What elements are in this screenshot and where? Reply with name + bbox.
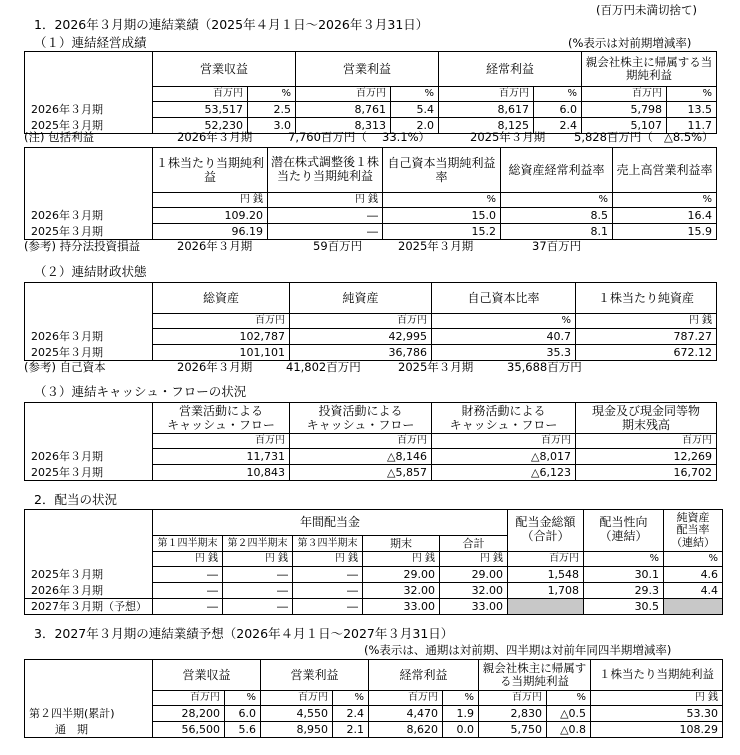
table-row bbox=[25, 465, 717, 481]
table-cell: △8,146 bbox=[290, 449, 432, 465]
table-cell: 8,617 bbox=[439, 102, 534, 118]
table-cell: 6.0 bbox=[225, 706, 261, 722]
unit-cell: % bbox=[383, 193, 501, 208]
header-fc-operating-profit: 営業利益 bbox=[261, 660, 369, 691]
table-cell: 2.4 bbox=[333, 706, 369, 722]
table-cell: 33.00 bbox=[363, 599, 440, 615]
table-cell: 29.00 bbox=[363, 567, 440, 583]
unit-cell: 円 銭 bbox=[293, 552, 363, 567]
table-corner bbox=[25, 660, 153, 691]
header-q1: 第１四半期末 bbox=[153, 536, 223, 552]
table-corner bbox=[25, 283, 153, 314]
table-cell: 4.6 bbox=[664, 567, 723, 583]
table-cell: 42,995 bbox=[290, 329, 432, 345]
header-fc-eps: １株当たり当期純利益 bbox=[591, 660, 723, 691]
unit-cell: 百万円 bbox=[582, 87, 667, 102]
table-cell: 1,708 bbox=[508, 583, 584, 599]
table-cell: 2.4 bbox=[534, 118, 582, 134]
table-cell: 8,620 bbox=[369, 722, 443, 738]
section-3-title: 3．2027年３月期の連結業績予想（2026年４月１日～2027年３月31日） bbox=[34, 626, 454, 641]
equity-method-label: (参考) 持分法投資損益 bbox=[24, 239, 141, 253]
table-cell: 53.30 bbox=[591, 706, 723, 722]
table-cell: ― bbox=[153, 567, 223, 583]
unit-cell: 円 銭 bbox=[268, 193, 383, 208]
operating-results-table bbox=[24, 51, 717, 134]
section-1-1-title: （１）連結経営成績 bbox=[34, 35, 147, 50]
table-cell: 8,950 bbox=[261, 722, 333, 738]
table-cell: 52,230 bbox=[153, 118, 248, 134]
row-label: 2026年３月期 bbox=[25, 208, 153, 224]
table-cell: 5.4 bbox=[391, 102, 439, 118]
table-cell-blank bbox=[508, 599, 584, 615]
header-operating-margin: 売上高営業利益率 bbox=[613, 148, 717, 193]
header-annual-dividend: 年間配当金 bbox=[153, 510, 508, 536]
table-cell: ― bbox=[268, 224, 383, 240]
table-cell: ― bbox=[293, 583, 363, 599]
equity-method-period-2: 2025年３月期 bbox=[398, 239, 474, 253]
row-label: 第２四半期(累計) bbox=[25, 706, 153, 722]
section-1-1-note: (%表示は対前期増減率) bbox=[568, 36, 692, 50]
header-q2: 第２四半期末 bbox=[223, 536, 293, 552]
table-cell: 8,125 bbox=[439, 118, 534, 134]
unit-cell: 百万円 bbox=[153, 434, 290, 449]
equity-method-period-1: 2026年３月期 bbox=[177, 239, 253, 253]
table-cell: 29.00 bbox=[440, 567, 508, 583]
unit-cell: 百万円 bbox=[369, 691, 443, 706]
table-row bbox=[25, 449, 717, 465]
unit-cell: 百万円 bbox=[439, 87, 534, 102]
header-dividend-to-net-assets: 純資産 配当率 （連結） bbox=[664, 510, 723, 552]
table-cell: 30.1 bbox=[584, 567, 664, 583]
table-cell: 102,787 bbox=[153, 329, 290, 345]
unit-cell: % bbox=[667, 87, 717, 102]
table-cell: △6,123 bbox=[432, 465, 576, 481]
table-cell: 0.0 bbox=[443, 722, 479, 738]
header-fc-net-income: 親会社株主に帰属する当期純利益 bbox=[479, 660, 591, 691]
header-investing-cf: 投資活動による キャッシュ・フロー bbox=[290, 403, 432, 434]
table-cell: 56,500 bbox=[153, 722, 225, 738]
header-fc-operating-revenue: 営業収益 bbox=[153, 660, 261, 691]
table-cell: 33.00 bbox=[440, 599, 508, 615]
table-cell: 2,830 bbox=[479, 706, 547, 722]
table-cell: 2.1 bbox=[333, 722, 369, 738]
table-cell: 96.19 bbox=[153, 224, 268, 240]
table-cell: 11.7 bbox=[667, 118, 717, 134]
header-ordinary-profit: 経常利益 bbox=[439, 52, 582, 87]
table-row bbox=[25, 329, 717, 345]
equity-method-value-1: 59百万円 bbox=[313, 239, 363, 253]
table-cell: 5,107 bbox=[582, 118, 667, 134]
comp-income-period-2: 2025年３月期 bbox=[470, 130, 546, 144]
own-capital-value-2: 35,688百万円 bbox=[507, 360, 582, 374]
header-total-assets: 総資産 bbox=[153, 283, 290, 314]
section-1-title: 1．2026年３月期の連結業績（2025年４月１日～2026年３月31日） bbox=[34, 17, 429, 32]
table-cell: 1,548 bbox=[508, 567, 584, 583]
unit-cell: % bbox=[225, 691, 261, 706]
table-cell: 30.5 bbox=[584, 599, 664, 615]
header-total: 合計 bbox=[440, 536, 508, 552]
table-corner bbox=[25, 510, 153, 536]
table-cell: 2.0 bbox=[391, 118, 439, 134]
unit-cell: 百万円 bbox=[576, 434, 717, 449]
table-cell: 8,761 bbox=[296, 102, 391, 118]
unit-note: (百万円未満切捨て) bbox=[596, 3, 697, 17]
own-capital-period-1: 2026年３月期 bbox=[177, 360, 253, 374]
table-cell: ― bbox=[268, 208, 383, 224]
header-roe: 自己資本当期純利益率 bbox=[383, 148, 501, 193]
comp-income-label: (注) 包括利益 bbox=[24, 130, 95, 144]
table-cell: ― bbox=[293, 567, 363, 583]
header-fc-ordinary-profit: 経常利益 bbox=[369, 660, 479, 691]
table-cell: ― bbox=[153, 599, 223, 615]
table-cell: 3.0 bbox=[248, 118, 296, 134]
table-cell: 5,750 bbox=[479, 722, 547, 738]
unit-cell: 百万円 bbox=[153, 314, 290, 329]
section-2-title: 2．配当の状況 bbox=[34, 492, 117, 507]
table-row bbox=[25, 583, 723, 599]
row-label: 2026年３月期 bbox=[25, 449, 153, 465]
unit-cell: 百万円 bbox=[508, 552, 584, 567]
unit-cell: % bbox=[432, 314, 576, 329]
section-1-2-title: （２）連結財政状態 bbox=[34, 264, 147, 279]
header-roa: 総資産経常利益率 bbox=[501, 148, 613, 193]
table-cell: 672.12 bbox=[576, 345, 717, 361]
table-cell-blank bbox=[664, 599, 723, 615]
unit-cell: 百万円 bbox=[153, 87, 248, 102]
table-cell: 5,798 bbox=[582, 102, 667, 118]
table-row bbox=[25, 102, 717, 118]
unit-cell: 百万円 bbox=[296, 87, 391, 102]
equity-method-value-2: 37百万円 bbox=[532, 239, 582, 253]
financial-position-table bbox=[24, 282, 717, 361]
table-row bbox=[25, 722, 723, 738]
table-cell: 36,786 bbox=[290, 345, 432, 361]
row-label: 2025年３月期 bbox=[25, 345, 153, 361]
table-cell: 101,101 bbox=[153, 345, 290, 361]
unit-cell: 百万円 bbox=[290, 434, 432, 449]
table-cell: ― bbox=[223, 599, 293, 615]
unit-cell: % bbox=[584, 552, 664, 567]
unit-cell: 百万円 bbox=[290, 314, 432, 329]
table-cell: 12,269 bbox=[576, 449, 717, 465]
comp-income-value-1: 7,760百万円（ bbox=[288, 130, 367, 144]
unit-cell: % bbox=[248, 87, 296, 102]
row-label: 2025年３月期 bbox=[25, 224, 153, 240]
table-cell: ― bbox=[223, 567, 293, 583]
header-net-assets: 純資産 bbox=[290, 283, 432, 314]
header-operating-revenue: 営業収益 bbox=[153, 52, 296, 87]
unit-cell: % bbox=[664, 552, 723, 567]
own-capital-period-2: 2025年３月期 bbox=[398, 360, 474, 374]
unit-cell: % bbox=[501, 193, 613, 208]
unit-cell: % bbox=[613, 193, 717, 208]
table-cell: 8.5 bbox=[501, 208, 613, 224]
row-label: 2026年３月期 bbox=[25, 583, 153, 599]
header-q3: 第３四半期末 bbox=[293, 536, 363, 552]
own-capital-label: (参考) 自己資本 bbox=[24, 360, 106, 374]
table-cell: 16,702 bbox=[576, 465, 717, 481]
unit-cell: 円 銭 bbox=[223, 552, 293, 567]
table-cell: 8,313 bbox=[296, 118, 391, 134]
table-cell: 28,200 bbox=[153, 706, 225, 722]
header-bps: １株当たり純資産 bbox=[576, 283, 717, 314]
header-financing-cf: 財務活動による キャッシュ・フロー bbox=[432, 403, 576, 434]
header-equity-ratio: 自己資本比率 bbox=[432, 283, 576, 314]
table-cell: 8.1 bbox=[501, 224, 613, 240]
table-cell: 11,731 bbox=[153, 449, 290, 465]
table-cell: △5,857 bbox=[290, 465, 432, 481]
cash-flow-table bbox=[24, 402, 717, 481]
table-cell: 10,843 bbox=[153, 465, 290, 481]
unit-cell: 円 銭 bbox=[576, 314, 717, 329]
table-cell: 4.4 bbox=[664, 583, 723, 599]
unit-cell: 百万円 bbox=[479, 691, 547, 706]
unit-cell: 円 銭 bbox=[153, 552, 223, 567]
table-cell: 108.29 bbox=[591, 722, 723, 738]
unit-cell: 円 銭 bbox=[440, 552, 508, 567]
header-operating-cf: 営業活動による キャッシュ・フロー bbox=[153, 403, 290, 434]
row-label: 2026年３月期 bbox=[25, 329, 153, 345]
table-cell: 787.27 bbox=[576, 329, 717, 345]
header-eps: １株当たり当期純利益 bbox=[153, 148, 268, 193]
table-cell: 4,470 bbox=[369, 706, 443, 722]
table-cell: 5.6 bbox=[225, 722, 261, 738]
table-cell: ― bbox=[223, 583, 293, 599]
header-net-income: 親会社株主に帰属する当期純利益 bbox=[582, 52, 717, 87]
row-label: 通 期 bbox=[25, 722, 153, 738]
row-label: 2025年３月期 bbox=[25, 567, 153, 583]
own-capital-value-1: 41,802百万円 bbox=[286, 360, 361, 374]
header-operating-profit: 営業利益 bbox=[296, 52, 439, 87]
per-share-table bbox=[24, 147, 717, 240]
table-row bbox=[25, 599, 723, 615]
table-cell: 32.00 bbox=[363, 583, 440, 599]
unit-cell: % bbox=[333, 691, 369, 706]
table-row bbox=[25, 567, 723, 583]
table-row bbox=[25, 706, 723, 722]
row-label: 2025年３月期 bbox=[25, 118, 153, 134]
table-row bbox=[25, 208, 717, 224]
table-cell: 16.4 bbox=[613, 208, 717, 224]
section-3-note: (%表示は、通期は対前期、四半期は対前年同四半期増減率) bbox=[364, 643, 672, 657]
table-cell: 40.7 bbox=[432, 329, 576, 345]
table-cell: ― bbox=[153, 583, 223, 599]
table-cell: △0.8 bbox=[547, 722, 591, 738]
row-label: 2027年３月期（予想） bbox=[25, 599, 153, 615]
table-corner bbox=[25, 403, 153, 434]
table-corner bbox=[25, 148, 153, 193]
unit-cell: % bbox=[443, 691, 479, 706]
table-cell: 29.3 bbox=[584, 583, 664, 599]
table-cell: 53,517 bbox=[153, 102, 248, 118]
unit-cell: 円 銭 bbox=[363, 552, 440, 567]
table-cell: 6.0 bbox=[534, 102, 582, 118]
header-cash-balance: 現金及び現金同等物 期末残高 bbox=[576, 403, 717, 434]
table-cell: ― bbox=[293, 599, 363, 615]
table-cell: 2.5 bbox=[248, 102, 296, 118]
row-label: 2025年３月期 bbox=[25, 465, 153, 481]
table-corner bbox=[25, 52, 153, 87]
comp-income-rate-1: 33.1%） bbox=[382, 130, 431, 144]
table-row bbox=[25, 224, 717, 240]
header-diluted-eps: 潜在株式調整後１株当たり当期純利益 bbox=[268, 148, 383, 193]
table-cell: △8,017 bbox=[432, 449, 576, 465]
comp-income-rate-2: △8.5%） bbox=[664, 130, 714, 144]
row-label: 2026年３月期 bbox=[25, 102, 153, 118]
table-cell: 15.2 bbox=[383, 224, 501, 240]
header-year-end: 期末 bbox=[363, 536, 440, 552]
forecast-table bbox=[24, 659, 723, 738]
unit-cell: 円 銭 bbox=[591, 691, 723, 706]
table-cell: 4,550 bbox=[261, 706, 333, 722]
dividend-table bbox=[24, 509, 723, 615]
unit-cell: % bbox=[547, 691, 591, 706]
unit-cell: % bbox=[534, 87, 582, 102]
unit-cell: % bbox=[391, 87, 439, 102]
section-1-3-title: （３）連結キャッシュ・フローの状況 bbox=[34, 384, 247, 399]
header-payout-ratio: 配当性向 （連結） bbox=[584, 510, 664, 552]
comp-income-value-2: 5,828百万円（ bbox=[574, 130, 653, 144]
comp-income-period-1: 2026年３月期 bbox=[177, 130, 253, 144]
table-cell: 15.0 bbox=[383, 208, 501, 224]
table-cell: 32.00 bbox=[440, 583, 508, 599]
unit-cell: 百万円 bbox=[261, 691, 333, 706]
table-cell: △0.5 bbox=[547, 706, 591, 722]
table-row bbox=[25, 345, 717, 361]
header-dividend-total: 配当金総額 （合計） bbox=[508, 510, 584, 552]
unit-row-label bbox=[25, 87, 153, 102]
table-cell: 13.5 bbox=[667, 102, 717, 118]
table-cell: 109.20 bbox=[153, 208, 268, 224]
table-cell: 1.9 bbox=[443, 706, 479, 722]
unit-cell: 円 銭 bbox=[153, 193, 268, 208]
table-cell: 15.9 bbox=[613, 224, 717, 240]
table-cell: 35.3 bbox=[432, 345, 576, 361]
unit-cell: 百万円 bbox=[153, 691, 225, 706]
unit-cell: 百万円 bbox=[432, 434, 576, 449]
